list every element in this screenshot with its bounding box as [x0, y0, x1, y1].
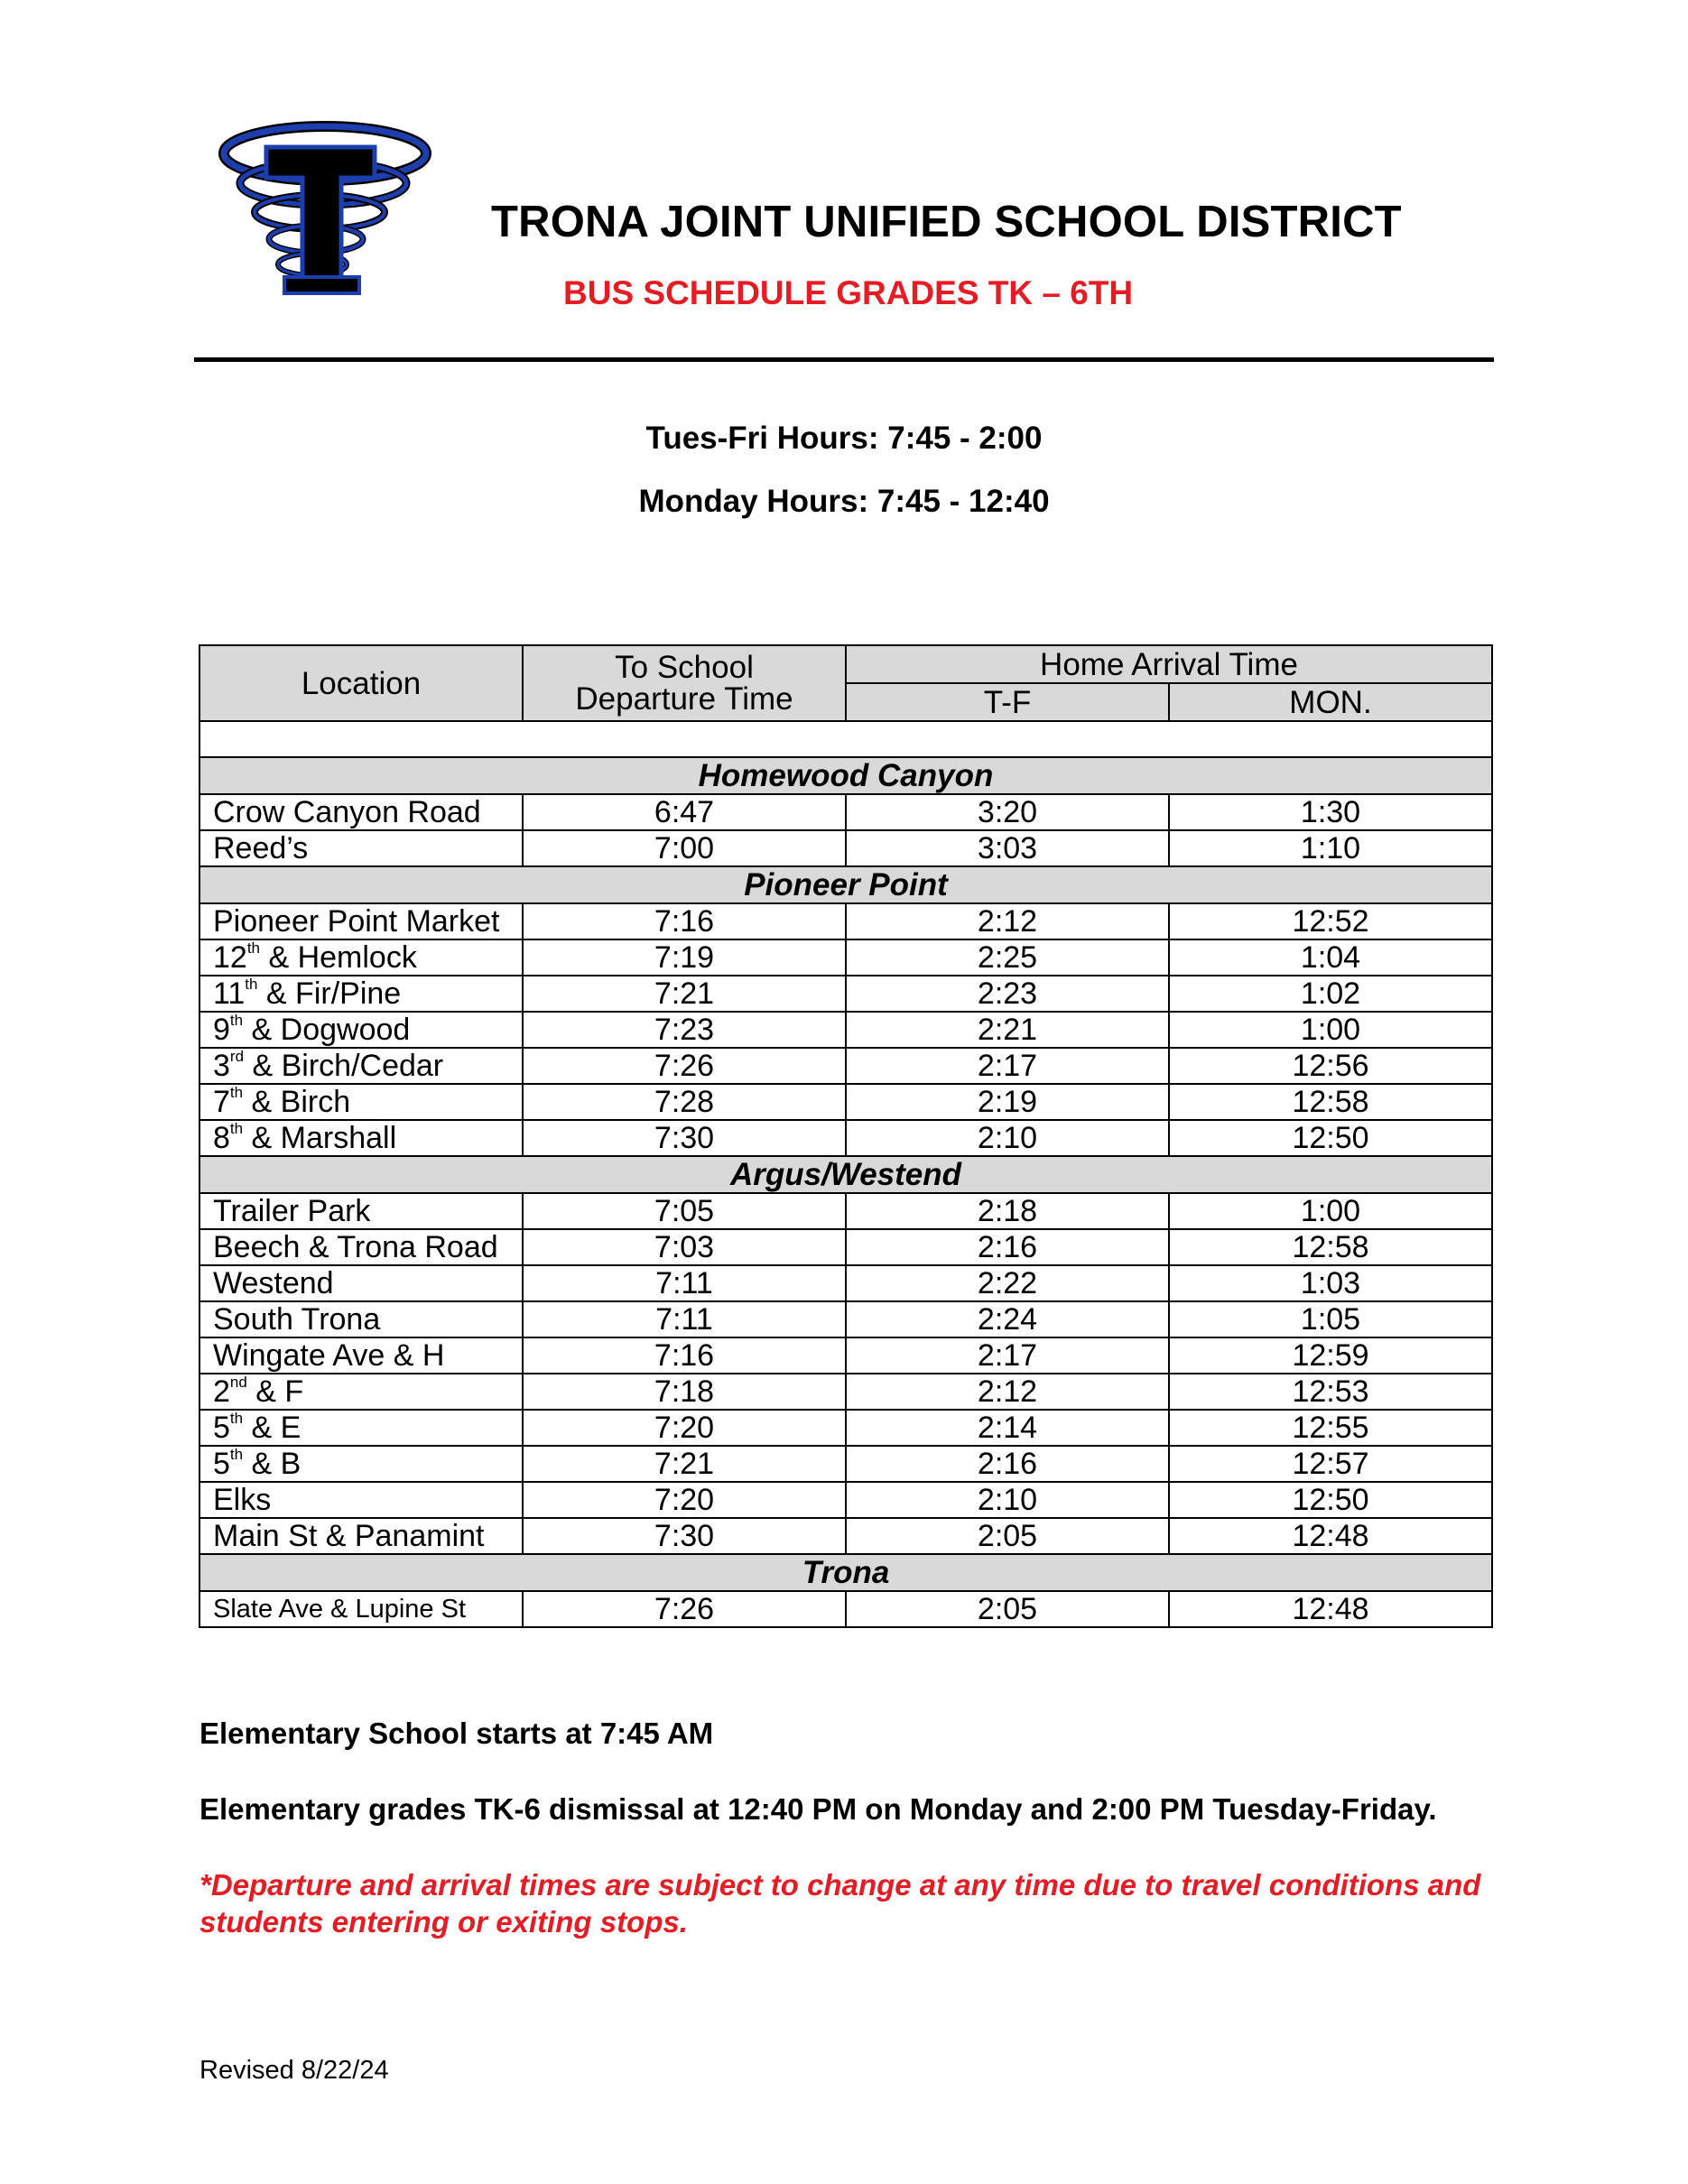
location-header: Location: [199, 645, 523, 721]
tf-arrival-cell: 2:10: [846, 1120, 1169, 1156]
departure-cell: 7:30: [523, 1120, 846, 1156]
cross-street: & Birch/Cedar: [244, 1049, 444, 1083]
street-number: 9: [213, 1013, 230, 1047]
location-cell: Wingate Ave & H: [199, 1337, 523, 1374]
location-cell: [199, 1374, 523, 1410]
schedule-body: [199, 721, 1492, 1627]
table-row: [199, 830, 1492, 866]
ordinal-suffix: th: [245, 975, 258, 993]
tues-fri-hours: Tues-Fri Hours: 7:45 - 2:00: [645, 421, 1043, 456]
table-row: [199, 903, 1492, 939]
table-row: [199, 794, 1492, 830]
cross-street: & Birch: [243, 1085, 351, 1119]
street-number: 2: [213, 1374, 230, 1409]
departure-cell: 7:05: [523, 1193, 846, 1229]
mon-header: MON.: [1169, 683, 1492, 721]
group-header-row: [199, 757, 1492, 794]
tf-arrival-cell: 3:20: [846, 794, 1169, 830]
departure-cell: 7:03: [523, 1229, 846, 1265]
departure-cell: 7:23: [523, 1012, 846, 1048]
mon-arrival-cell: 12:59: [1169, 1337, 1492, 1374]
tf-arrival-cell: 2:16: [846, 1229, 1169, 1265]
departure-cell: 7:20: [523, 1410, 846, 1446]
departure-cell: 7:11: [523, 1265, 846, 1301]
tf-arrival-cell: 2:22: [846, 1265, 1169, 1301]
departure-cell: 7:16: [523, 1337, 846, 1374]
tf-arrival-cell: 2:17: [846, 1048, 1169, 1084]
street-number: 5: [213, 1447, 230, 1481]
location-cell: Pioneer Point Market: [199, 903, 523, 939]
mon-arrival-cell: 1:00: [1169, 1012, 1492, 1048]
mon-arrival-cell: 12:48: [1169, 1591, 1492, 1627]
school-start-note: Elementary School starts at 7:45 AM: [199, 1717, 714, 1750]
cross-street: & Hemlock: [260, 940, 417, 975]
tf-arrival-cell: 2:17: [846, 1337, 1169, 1374]
mon-arrival-cell: 1:30: [1169, 794, 1492, 830]
ordinal-suffix: nd: [229, 1373, 247, 1391]
tf-arrival-cell: 2:16: [846, 1446, 1169, 1482]
table-row: [199, 1518, 1492, 1554]
tornado-swirl-icon: [224, 126, 426, 293]
dismissal-note: Elementary grades TK-6 dismissal at 12:40 PM on Monday and 2:00 PM Tuesday-Friday.: [199, 1792, 1437, 1826]
tf-arrival-cell: 2:24: [846, 1301, 1169, 1337]
disclaimer-note: *Departure and arrival times are subject to change at any time due to travel conditions and students entering or exiting stops.: [199, 1868, 1481, 1939]
departure-cell: 6:47: [523, 794, 846, 830]
tf-arrival-cell: 2:19: [846, 1084, 1169, 1120]
group-header-row: [199, 1554, 1492, 1591]
mon-arrival-cell: 1:02: [1169, 976, 1492, 1012]
table-row: [199, 1229, 1492, 1265]
location-cell: [199, 976, 523, 1012]
group-header-row: [199, 1156, 1492, 1193]
cross-street: & B: [243, 1447, 301, 1481]
table-row: [199, 1012, 1492, 1048]
ordinal-suffix: th: [229, 1409, 244, 1427]
departure-header-line1: To School: [615, 650, 754, 685]
table-row: [199, 1591, 1492, 1627]
table-row: [199, 1337, 1492, 1374]
bus-schedule-table: [199, 644, 1493, 1628]
mon-arrival-cell: 12:50: [1169, 1120, 1492, 1156]
group-name: Homewood Canyon: [199, 757, 1492, 794]
mon-arrival-cell: 12:58: [1169, 1229, 1492, 1265]
street-number: 3: [213, 1049, 230, 1083]
departure-cell: 7:18: [523, 1374, 846, 1410]
cross-street: & F: [246, 1374, 304, 1409]
tf-arrival-cell: 3:03: [846, 830, 1169, 866]
table-row: [199, 1446, 1492, 1482]
tf-arrival-cell: 2:21: [846, 1012, 1169, 1048]
district-title: TRONA JOINT UNIFIED SCHOOL DISTRICT: [491, 198, 1402, 246]
location-cell: Trailer Park: [199, 1193, 523, 1229]
location-cell: South Trona: [199, 1301, 523, 1337]
cross-street: & Dogwood: [243, 1013, 411, 1047]
revised-date: Revised 8/22/24: [199, 2056, 389, 2085]
table-row: [199, 1374, 1492, 1410]
departure-cell: 7:11: [523, 1301, 846, 1337]
mon-arrival-cell: 12:48: [1169, 1518, 1492, 1554]
street-number: 5: [213, 1411, 230, 1445]
location-cell: [199, 1012, 523, 1048]
tf-header: T-F: [846, 683, 1169, 721]
table-row: [199, 1084, 1492, 1120]
schedule-subtitle: BUS SCHEDULE GRADES TK – 6TH: [563, 274, 1134, 311]
cross-street: & E: [243, 1411, 301, 1445]
departure-cell: 7:21: [523, 1446, 846, 1482]
location-cell: Slate Ave & Lupine St: [199, 1591, 523, 1627]
table-row: [199, 1265, 1492, 1301]
street-number: 12: [213, 940, 247, 975]
departure-cell: 7:00: [523, 830, 846, 866]
cross-street: & Fir/Pine: [257, 976, 402, 1011]
home-arrival-header: Home Arrival Time: [846, 645, 1492, 683]
location-cell: [199, 1048, 523, 1084]
mon-arrival-cell: 12:50: [1169, 1482, 1492, 1518]
tf-arrival-cell: 2:12: [846, 1374, 1169, 1410]
table-row: [199, 1410, 1492, 1446]
group-name: Pioneer Point: [199, 866, 1492, 903]
ordinal-suffix: th: [229, 1083, 244, 1101]
mon-arrival-cell: 12:58: [1169, 1084, 1492, 1120]
tf-arrival-cell: 2:18: [846, 1193, 1169, 1229]
mon-arrival-cell: 12:56: [1169, 1048, 1492, 1084]
table-row: [199, 976, 1492, 1012]
tf-arrival-cell: 2:25: [846, 939, 1169, 976]
departure-cell: 7:30: [523, 1518, 846, 1554]
departure-header: [523, 645, 846, 721]
ordinal-suffix: th: [229, 1445, 244, 1463]
departure-cell: 7:26: [523, 1048, 846, 1084]
departure-cell: 7:19: [523, 939, 846, 976]
departure-cell: 7:16: [523, 903, 846, 939]
mon-arrival-cell: 12:55: [1169, 1410, 1492, 1446]
table-row: [199, 1301, 1492, 1337]
table-row: [199, 939, 1492, 976]
monday-hours: Monday Hours: 7:45 - 12:40: [638, 484, 1050, 519]
departure-header-line2: Departure Time: [575, 681, 793, 717]
header-divider: [194, 357, 1494, 362]
location-cell: Main St & Panamint: [199, 1518, 523, 1554]
table-row: [199, 1193, 1492, 1229]
mon-arrival-cell: 1:05: [1169, 1301, 1492, 1337]
table-row: [199, 1482, 1492, 1518]
tf-arrival-cell: 2:14: [846, 1410, 1169, 1446]
tf-arrival-cell: 2:12: [846, 903, 1169, 939]
group-name: Argus/Westend: [199, 1156, 1492, 1193]
location-cell: [199, 1446, 523, 1482]
group-name: Trona: [199, 1554, 1492, 1591]
location-cell: Reed’s: [199, 830, 523, 866]
location-cell: [199, 1120, 523, 1156]
street-number: 8: [213, 1121, 230, 1155]
location-cell: [199, 1084, 523, 1120]
district-logo: [217, 113, 438, 302]
location-cell: Westend: [199, 1265, 523, 1301]
group-header-row: [199, 866, 1492, 903]
tf-arrival-cell: 2:05: [846, 1591, 1169, 1627]
departure-cell: 7:28: [523, 1084, 846, 1120]
location-cell: [199, 939, 523, 976]
spacer-row: [199, 721, 1492, 757]
mon-arrival-cell: 1:00: [1169, 1193, 1492, 1229]
location-cell: Crow Canyon Road: [199, 794, 523, 830]
departure-cell: 7:26: [523, 1591, 846, 1627]
mon-arrival-cell: 12:57: [1169, 1446, 1492, 1482]
tf-arrival-cell: 2:05: [846, 1518, 1169, 1554]
table-row: [199, 1120, 1492, 1156]
tf-arrival-cell: 2:10: [846, 1482, 1169, 1518]
ordinal-suffix: th: [246, 939, 261, 957]
departure-cell: 7:20: [523, 1482, 846, 1518]
ordinal-suffix: th: [229, 1119, 244, 1137]
departure-cell: 7:21: [523, 976, 846, 1012]
street-number: 7: [213, 1085, 230, 1119]
table-row: [199, 1048, 1492, 1084]
location-cell: Elks: [199, 1482, 523, 1518]
mon-arrival-cell: 12:53: [1169, 1374, 1492, 1410]
cross-street: & Marshall: [243, 1121, 397, 1155]
mon-arrival-cell: 1:03: [1169, 1265, 1492, 1301]
street-number: 11: [213, 976, 246, 1011]
tf-arrival-cell: 2:23: [846, 976, 1169, 1012]
mon-arrival-cell: 1:04: [1169, 939, 1492, 976]
mon-arrival-cell: 1:10: [1169, 830, 1492, 866]
mon-arrival-cell: 12:52: [1169, 903, 1492, 939]
location-cell: [199, 1410, 523, 1446]
ordinal-suffix: th: [229, 1011, 244, 1029]
location-cell: Beech & Trona Road: [199, 1229, 523, 1265]
ordinal-suffix: rd: [229, 1047, 245, 1065]
